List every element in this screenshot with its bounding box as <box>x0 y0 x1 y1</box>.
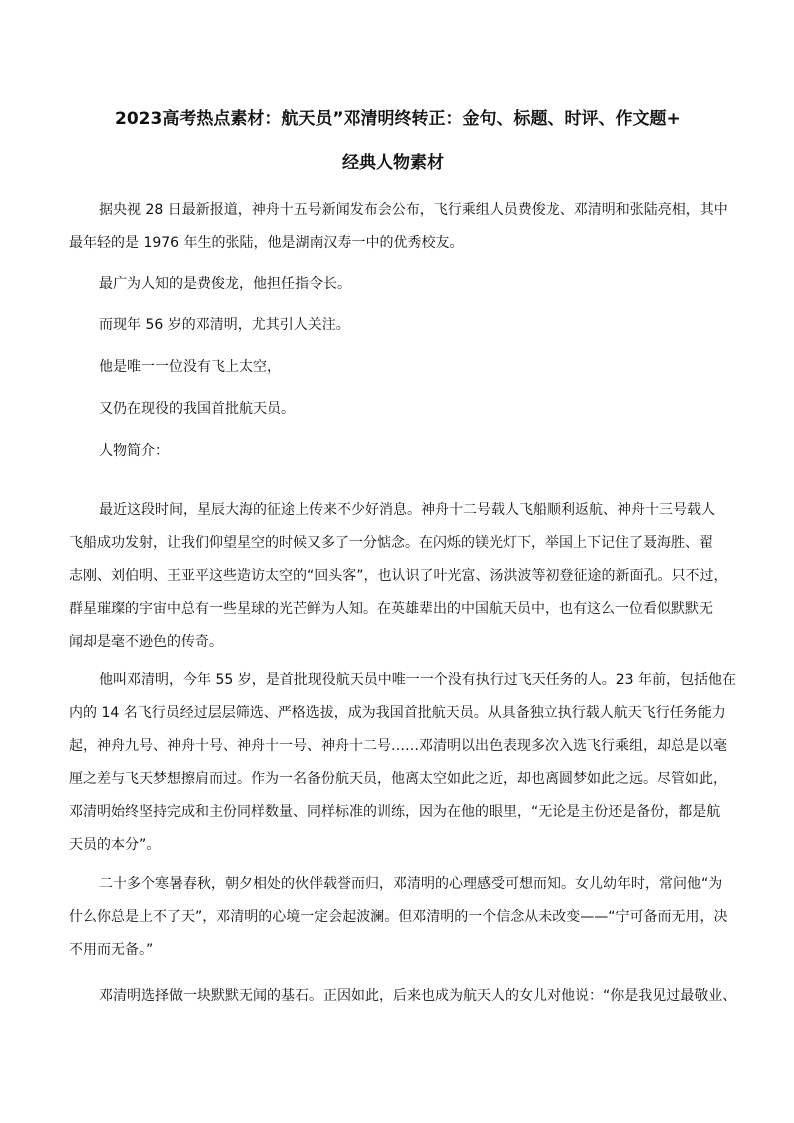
document-title-line-2: 经典人物素材 <box>342 153 444 173</box>
paragraph-line: 厘之差与飞天梦想擦肩而过。作为一名备份航天员，他离太空如此之近，却也离圆梦如此之远。尽管如此， <box>69 771 727 787</box>
paragraph-line: 天员的本分”。 <box>69 837 161 853</box>
section-heading-profile <box>99 435 722 468</box>
paragraph-line: 他叫邓清明，今年 55 岁，是首批现役航天员中唯一一个没有执行过飞天任务的人。23 年前，包括他在 <box>99 672 736 688</box>
paragraph-line: 据央视 28 日最新报道，神舟十五号新闻发布会公布，飞行乘组人员费俊龙、邓清明和张陆亮相，其中 <box>99 202 728 218</box>
paragraph-line: 群星璀璨的宇宙中总有一些星球的光芒鲜为人知。在英雄辈出的中国航天员中，也有这么一位看似默默无 <box>69 601 713 617</box>
paragraph-line: 二十多个寒暑春秋，朝夕相处的伙伴载誉而归，邓清明的心理感受可想而知。女儿幼年时，常问他“为 <box>99 876 723 892</box>
paragraph-line: 飞船成功发射，让我们仰望星空的时候又多了一分惦念。在闪烁的镁光灯下，举国上下记住了聂海胜、翟 <box>69 535 713 551</box>
paragraph-line: 什么你总是上不了天”，邓清明的心境一定会起波澜。但邓清明的一个信念从未改变——“宁可备而无用，决 <box>69 909 728 925</box>
paragraph-line: 人物简介： <box>99 443 169 459</box>
paragraph-still-active <box>99 393 722 426</box>
paragraph-line: 而现年 56 岁的邓清明，尤其引人关注。 <box>99 317 350 333</box>
paragraph-line: 他是唯一一位没有飞上太空， <box>99 359 281 375</box>
paragraph-commander <box>99 268 722 301</box>
paragraph-line: 邓清明选择做一块默默无闻的基石。正因如此，后来也成为航天人的女儿对他说：“你是我见过最敬业、 <box>99 988 737 1004</box>
paragraph-news-report <box>69 194 728 260</box>
paragraph-recent-news <box>69 494 728 659</box>
paragraph-line: 志刚、刘伯明、王亚平这些造访太空的“回头客”，也认识了叶光富、汤洪波等初登征途的新面孔。只不过， <box>69 568 728 584</box>
paragraph-deng-age <box>99 309 722 342</box>
paragraph-line: 最广为人知的是费俊龙，他担任指令长。 <box>99 276 351 292</box>
paragraph-line: 闻却是毫不逊色的传奇。 <box>69 634 223 650</box>
paragraph-line: 邓清明始终坚持完成和主份同样数量、同样标准的训练，因为在他的眼里，“无论是主份还是备份，都是航 <box>69 804 721 820</box>
paragraph-line: 内的 14 名飞行员经过层层筛选、严格选拔，成为我国首批航天员。从具备独立执行载人航天飞行任务能力 <box>69 705 726 721</box>
document-title-line-1: 2023高考热点素材：航天员”邓清明终转正：金句、标题、时评、作文题+ <box>115 109 681 129</box>
paragraph-decades <box>69 868 728 967</box>
paragraph-only-one <box>99 351 722 384</box>
paragraph-line: 最年轻的是 1976 年生的张陆，他是湖南汉寿一中的优秀校友。 <box>69 235 464 251</box>
paragraph-line: 起，神舟九号、神舟十号、神舟十一号、神舟十二号……邓清明以出色表现多次入选飞行乘组，却总是以毫 <box>69 738 727 754</box>
paragraph-line: 最近这段时间，星辰大海的征途上传来不少好消息。神舟十二号载人飞船顺利返航、神舟十三号载人 <box>99 502 715 518</box>
paragraph-cornerstone <box>99 980 737 1013</box>
paragraph-line: 不用而无备。” <box>69 942 154 958</box>
paragraph-line: 又仍在现役的我国首批航天员。 <box>99 401 295 417</box>
paragraph-deng-introduction <box>69 664 736 862</box>
